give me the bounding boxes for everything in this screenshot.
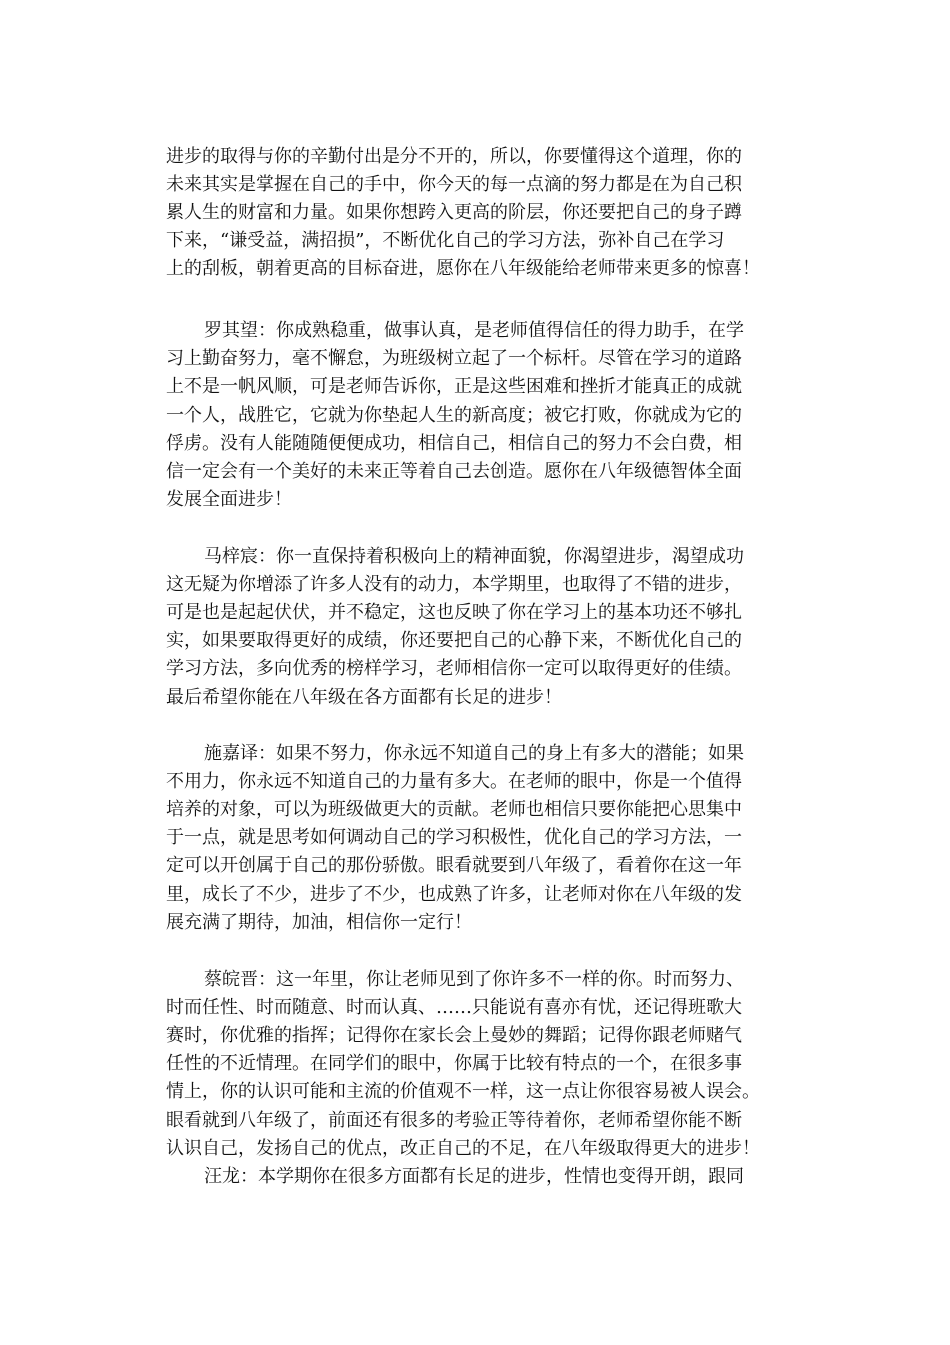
- text-line: 培养的对象，可以为班级做更大的贡献。老师也相信只要你能把心思集中: [166, 799, 742, 820]
- text-line: 习上勤奋努力，毫不懈怠，为班级树立起了一个标杆。尽管在学习的道路: [166, 348, 742, 369]
- text-line: 信一定会有一个美好的未来正等着自己去创造。愿你在八年级德智体全面: [166, 461, 742, 482]
- text-line: 时而任性、时而随意、时而认真、……只能说有喜亦有忧，还记得班歌大: [166, 997, 742, 1018]
- text-line: 下来，“谦受益，满招损”，不断优化自己的学习方法，弥补自己在学习: [166, 230, 725, 251]
- text-line: 可是也是起起伏伏，并不稳定，这也反映了你在学习上的基本功还不够扎: [166, 602, 742, 623]
- text-line: 赛时，你优雅的指挥；记得你在家长会上曼妙的舞蹈；记得你跟老师赌气: [166, 1025, 742, 1046]
- text-line: 于一点，就是思考如何调动自己的学习积极性，优化自己的学习方法，一: [166, 827, 742, 848]
- text-line: 汪龙：本学期你在很多方面都有长足的进步，性情也变得开朗，跟同: [204, 1166, 744, 1187]
- text-line: 展充满了期待，加油，相信你一定行！: [166, 912, 472, 933]
- text-line: 罗其望：你成熟稳重，做事认真，是老师值得信任的得力助手，在学: [204, 320, 744, 341]
- text-line: 发展全面进步！: [166, 489, 292, 510]
- text-line: 进步的取得与你的辛勤付出是分不开的，所以，你要懂得这个道理，你的: [166, 146, 742, 167]
- text-line: 最后希望你能在八年级在各方面都有长足的进步！: [166, 687, 562, 708]
- text-line: 一个人，战胜它，它就为你垫起人生的新高度；被它打败，你就成为它的: [166, 405, 742, 426]
- text-line: 上的刮板，朝着更高的目标奋进，愿你在八年级能给老师带来更多的惊喜！: [166, 258, 760, 279]
- text-line: 马梓宸：你一直保持着积极向上的精神面貌，你渴望进步，渴望成功: [204, 546, 744, 567]
- text-line: 施嘉译：如果不努力，你永远不知道自己的身上有多大的潜能；如果: [204, 743, 744, 764]
- text-line: 实，如果要取得更好的成绩，你还要把自己的心静下来，不断优化自己的: [166, 630, 742, 651]
- text-line: 学习方法，多向优秀的榜样学习，老师相信你一定可以取得更好的佳绩。: [166, 658, 742, 679]
- text-line: 情上，你的认识可能和主流的价值观不一样，这一点让你很容易被人误会。: [166, 1081, 760, 1102]
- text-line: 任性的不近情理。在同学们的眼中，你属于比较有特点的一个，在很多事: [166, 1053, 742, 1074]
- text-line: 里，成长了不少，进步了不少，也成熟了许多，让老师对你在八年级的发: [166, 884, 742, 905]
- text-line: 定可以开创属于自己的那份骄傲。眼看就要到八年级了，看着你在这一年: [166, 855, 742, 876]
- text-line: 上不是一帆风顺，可是老师告诉你，正是这些困难和挫折才能真正的成就: [166, 376, 742, 397]
- text-line: 蔡皖晋：这一年里，你让老师见到了你许多不一样的你。时而努力、: [204, 969, 744, 990]
- text-line: 未来其实是掌握在自己的手中，你今天的每一点滴的努力都是在为自己积: [166, 174, 742, 195]
- text-line: 这无疑为你增添了许多人没有的动力，本学期里，也取得了不错的进步，: [166, 574, 742, 595]
- text-line: 不用力，你永远不知道自己的力量有多大。在老师的眼中，你是一个值得: [166, 771, 742, 792]
- text-line: 俘虏。没有人能随随便便成功，相信自己，相信自己的努力不会白费，相: [166, 433, 742, 454]
- text-line: 眼看就到八年级了，前面还有很多的考验正等待着你，老师希望你能不断: [166, 1110, 742, 1131]
- text-line: 认识自己，发扬自己的优点，改正自己的不足，在八年级取得更大的进步！: [166, 1138, 760, 1159]
- text-line: 累人生的财富和力量。如果你想跨入更高的阶层，你还要把自己的身子蹲: [166, 202, 742, 223]
